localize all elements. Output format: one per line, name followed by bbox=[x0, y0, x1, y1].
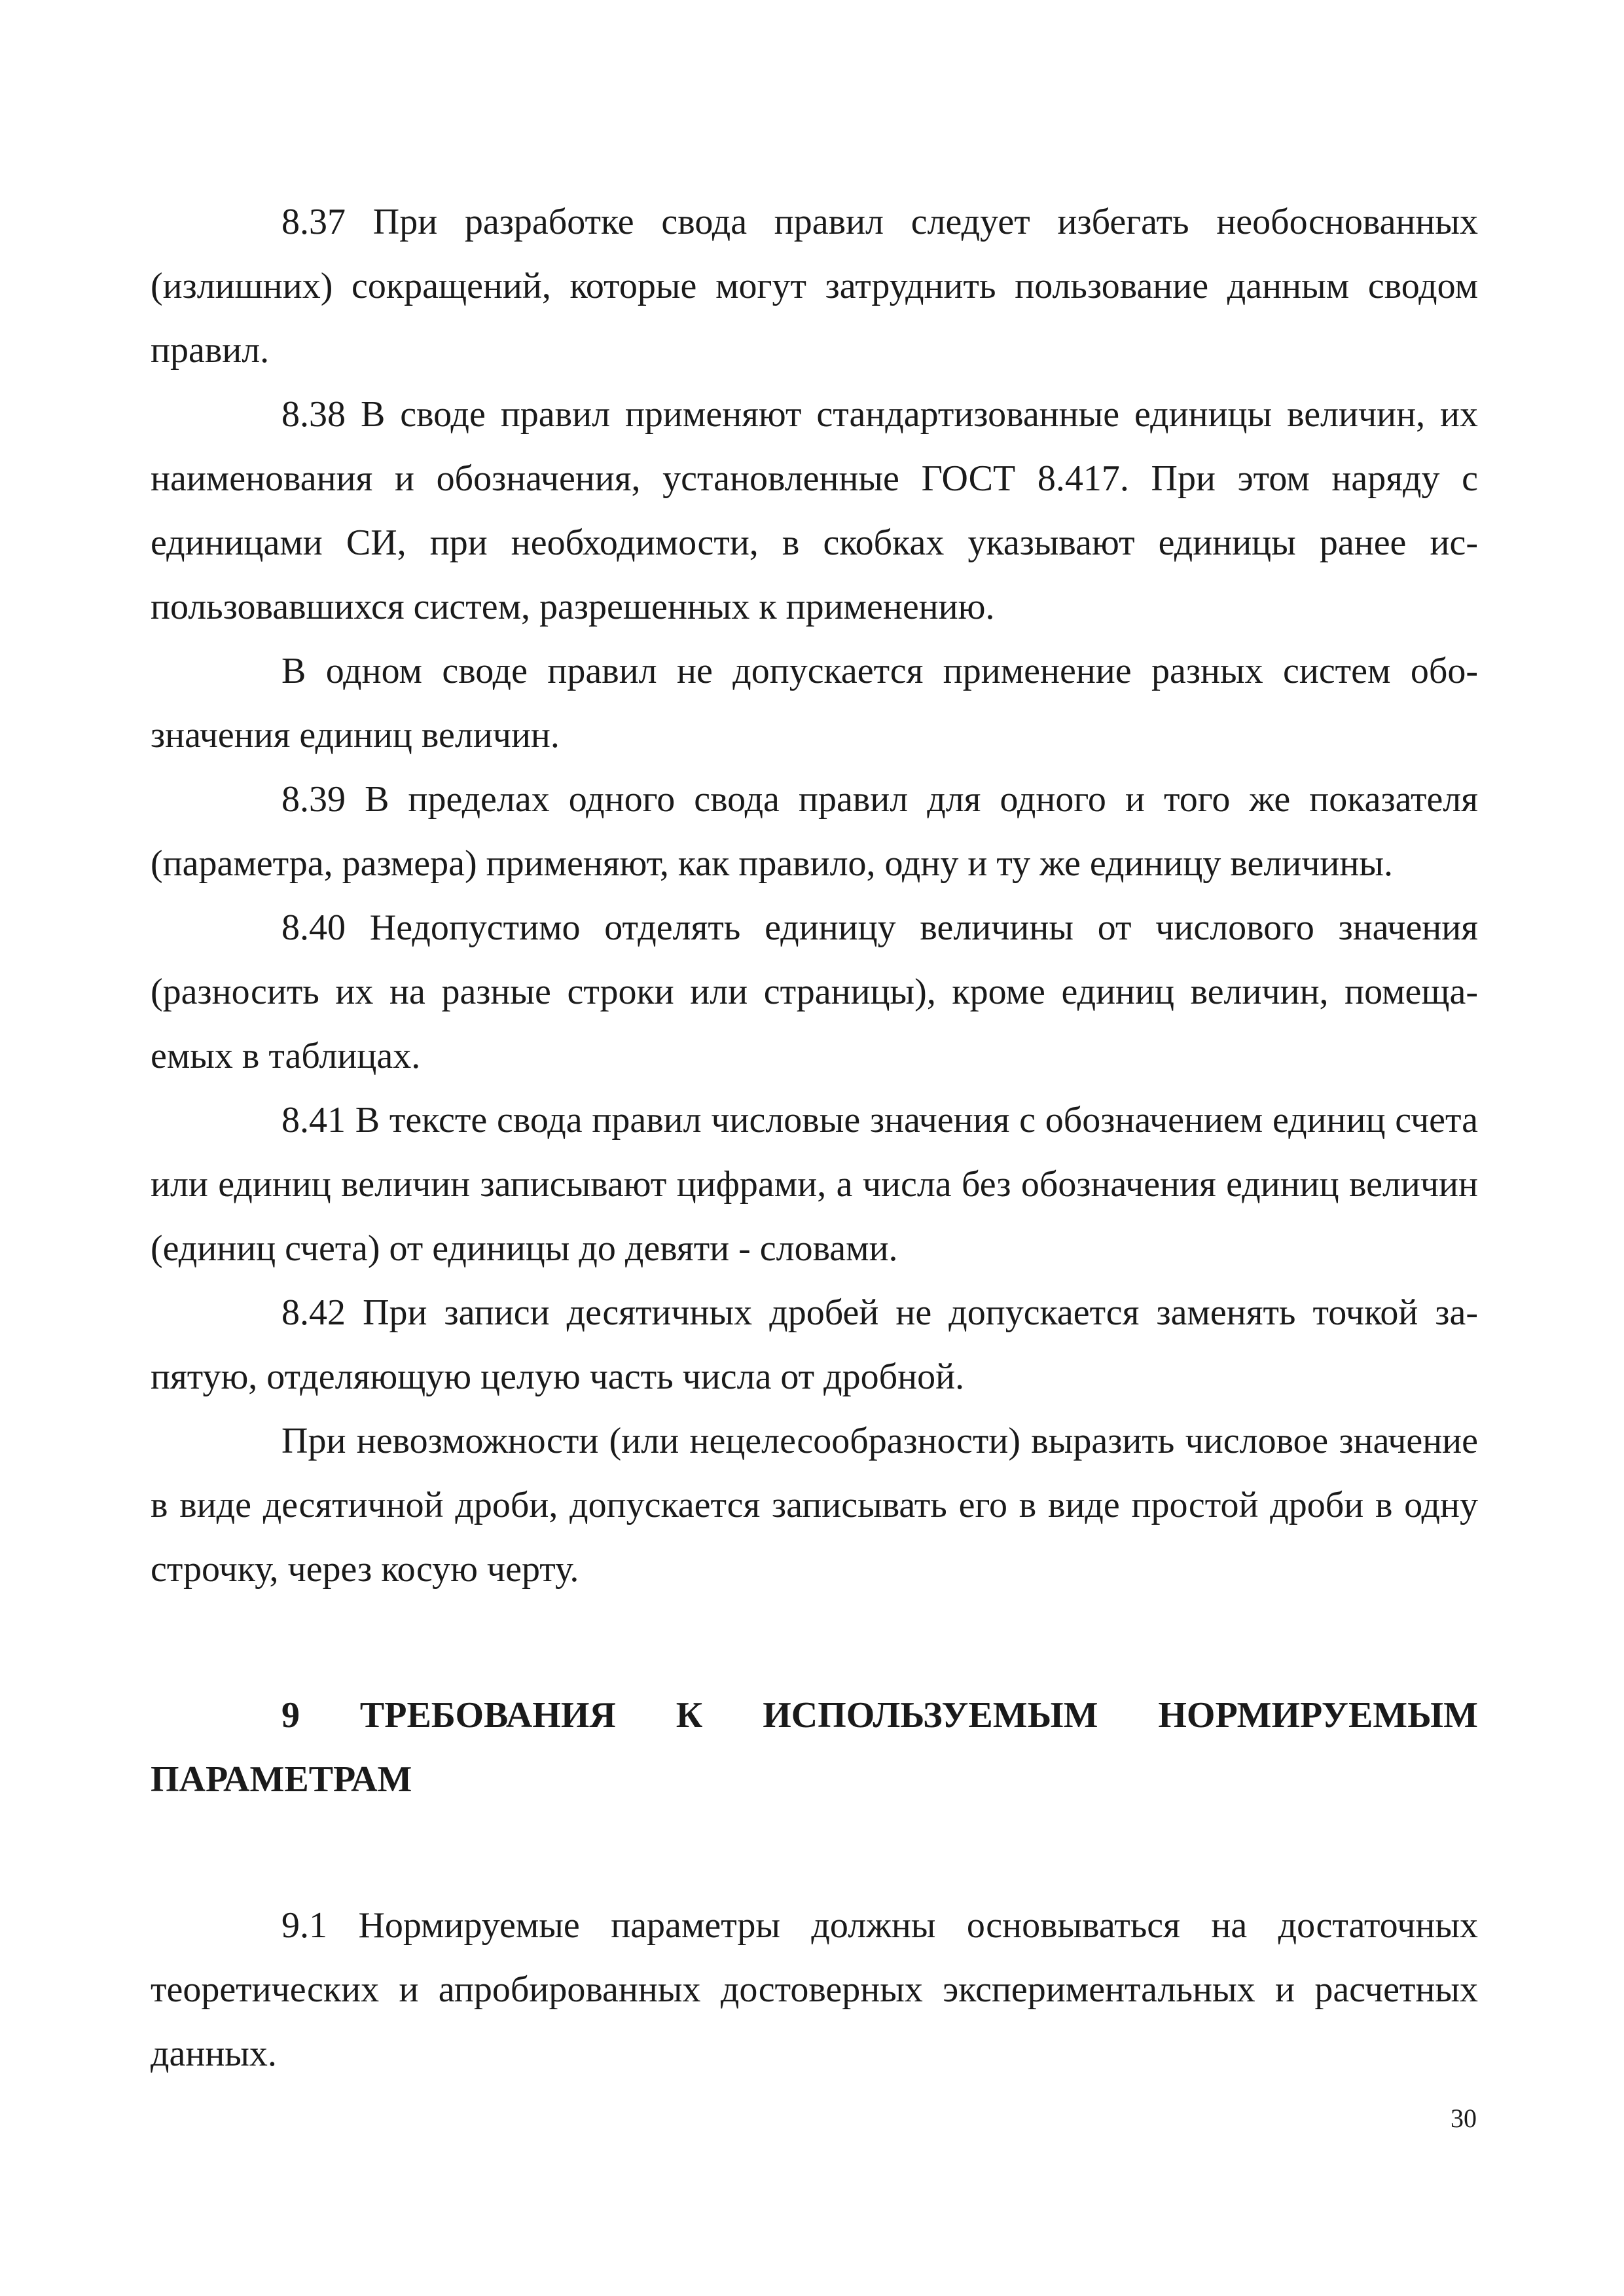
page-number: 30 bbox=[1451, 2104, 1477, 2133]
paragraph-8-38: 8.38 В своде правил применяют стандартизованные единицы величин, их наименования и обозначения, установленные ГОСТ 8.417. При этом наряду с единицами СИ, при необходимости, в скобках указывают единицы ранее использовавшихся систем, разрешенных к применению. bbox=[151, 394, 1478, 627]
paragraph-8-39: 8.39 В пределах одного свода правил для одного и того же показателя (параметра, размера) применяют, как правило, одну и ту же единицу величины. bbox=[151, 779, 1478, 884]
paragraph-8-41: 8.41 В тексте свода правил числовые значения с обозначением единиц счета или единиц величин записывают цифрами, а числа без обозначения единиц величин (единиц счета) от единицы до девяти - словами. bbox=[151, 1100, 1478, 1269]
document-page bbox=[151, 190, 1478, 2086]
section-9-heading: 9 ТРЕБОВАНИЯ К ИСПОЛЬЗУЕМЫМ НОРМИРУЕМЫМ ПАРАМЕТРАМ bbox=[151, 1695, 1478, 1800]
paragraph-8-40: 8.40 Недопустимо отделять единицу величины от числового значения (разносить их на разные строки или страницы), кроме единиц величин, помещаемых в таблицах. bbox=[151, 907, 1478, 1076]
paragraph-9-1: 9.1 Нормируемые параметры должны основываться на достаточных теоретических и апробированных достоверных экспериментальных и расчетных данных. bbox=[151, 1905, 1478, 2074]
paragraph-8-42: 8.42 При записи десятичных дробей не допускается заменять точкой запятую, отделяющую целую часть числа от дробной. bbox=[151, 1292, 1478, 1397]
paragraph-8-42-fraction: При невозможности (или нецелесообразности) выразить числовое значение в виде десятичной дроби, допускается записывать его в виде простой дроби в одну строчку, через косую черту. bbox=[151, 1421, 1478, 1590]
paragraph-8-38-units: В одном своде правил не допускается применение разных систем обозначения единиц величин. bbox=[151, 651, 1478, 756]
paragraph-8-37: 8.37 При разработке свода правил следует избегать необоснованных (излишних) сокращений, которые могут затруднить пользование данным сводом правил. bbox=[151, 202, 1478, 371]
heading-spacer bbox=[151, 1812, 1478, 1893]
